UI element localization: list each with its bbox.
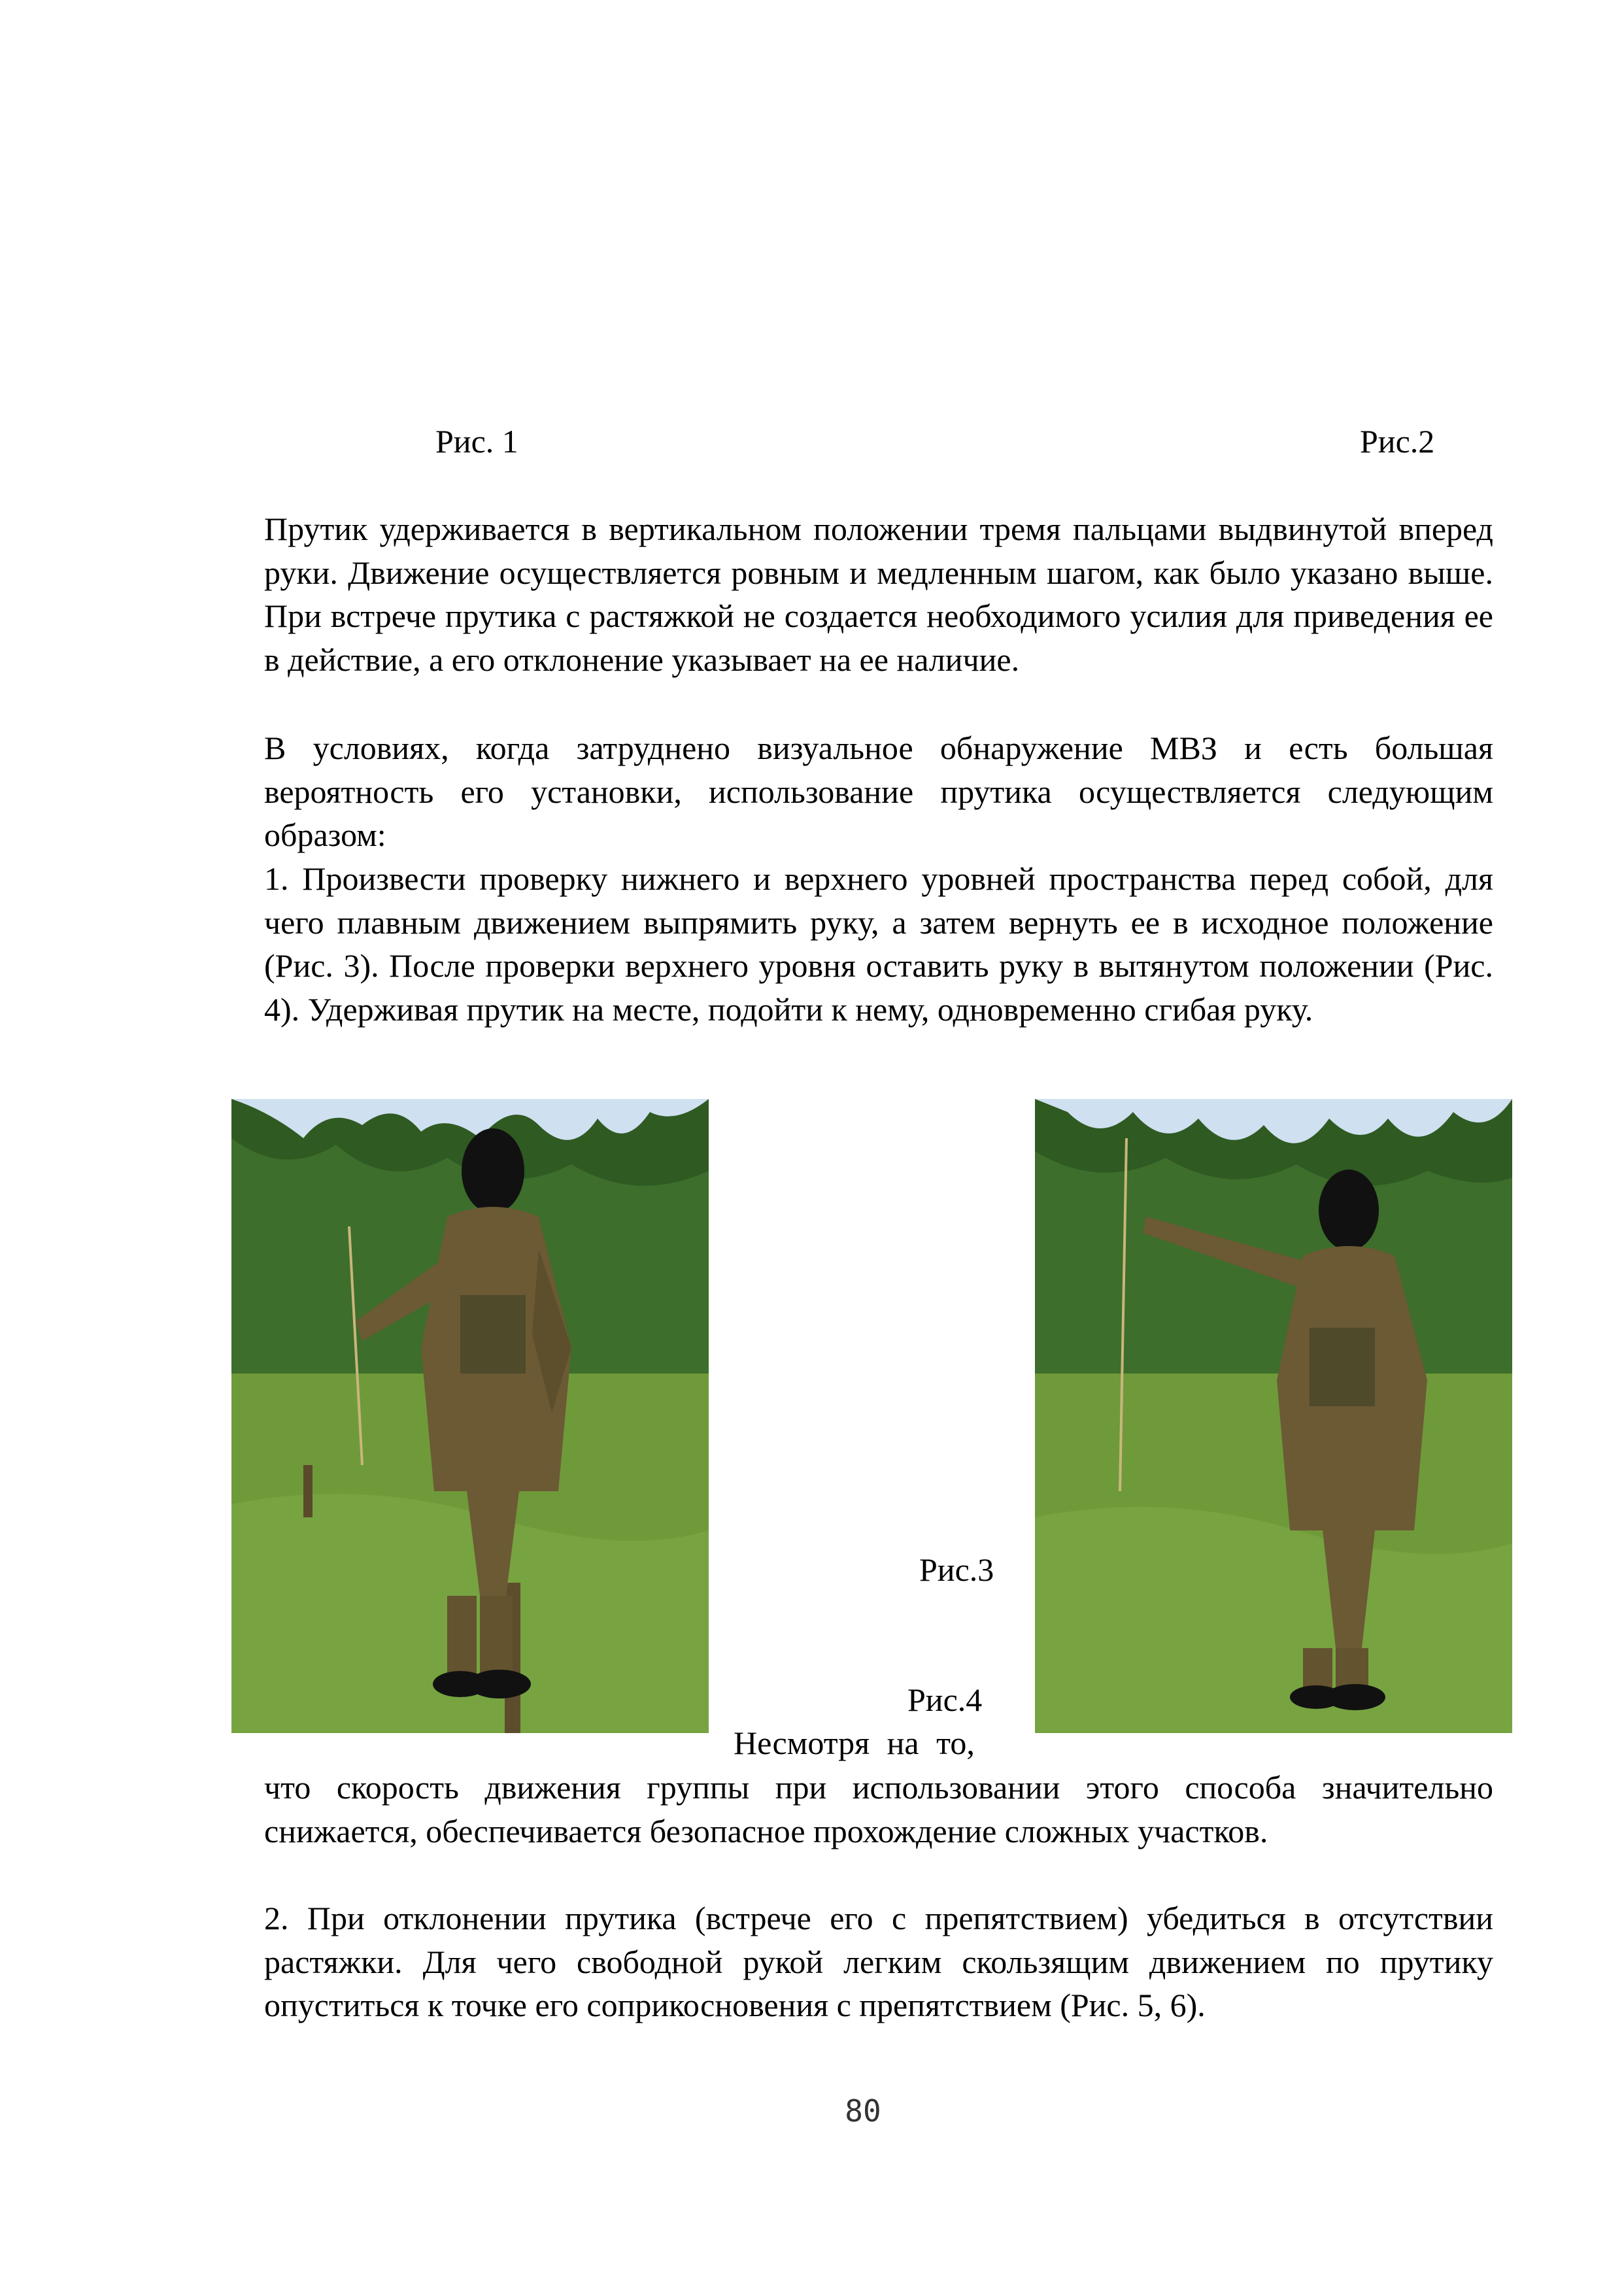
balaclava-shape <box>462 1128 524 1213</box>
paragraph-5: 2. При отклонении прутика (встрече его с препятствием) убедиться в отсутствии растяжки. Для чего свободной рукой легким скользящим движением по прутику опуститься к точке его соприкосновения с препятствием (Рис. 5, 6). <box>264 1900 1493 2024</box>
figure-3-photo <box>231 1099 709 1733</box>
balaclava-shape <box>1319 1170 1379 1251</box>
caption-fig3: Рис.3 <box>919 1551 994 1588</box>
paragraph-4-lead: Несмотря на то, <box>734 1725 975 1761</box>
paragraph-1: Прутик удерживается в вертикальном положении тремя пальцами выдвинутой вперед руки. Движение осуществляется ровным и медленным шагом, как было указано выше. При встрече прутика с растяжкой не создается необходимого усилия для приведения ее в действие, а его отклонение указывает на ее наличие. <box>264 511 1493 679</box>
soldier-rod-raised-image <box>1035 1099 1512 1733</box>
figure-4-photo <box>1035 1099 1512 1733</box>
paragraph-3: 1. Произвести проверку нижнего и верхнего уровней пространства перед собой, для чего плавным движением выпрямить руку, а затем вернуть ее в исходное положение (Рис. 3). После проверки верхнего уровня оставить руку в вытянутом положении (Рис. 4). Удерживая прутик на месте, подойти к нему, одновременно сгибая руку. <box>264 860 1493 1028</box>
caption-fig2: Рис.2 <box>1360 423 1435 460</box>
soldier-rod-lowered-image <box>231 1099 709 1733</box>
paragraph-4: что скорость движения группы при использовании этого способа значительно снижается, обеспечивается безопасное прохождение сложных участков. <box>264 1769 1493 1849</box>
paragraph-2: В условиях, когда затруднено визуальное обнаружение МВЗ и есть большая вероятность его установки, использование прутика осуществляется следующим образом: <box>264 730 1493 854</box>
page-number: 80 <box>845 2093 881 2129</box>
caption-fig4: Рис.4 <box>907 1681 983 1718</box>
caption-fig1: Рис. 1 <box>435 423 518 460</box>
